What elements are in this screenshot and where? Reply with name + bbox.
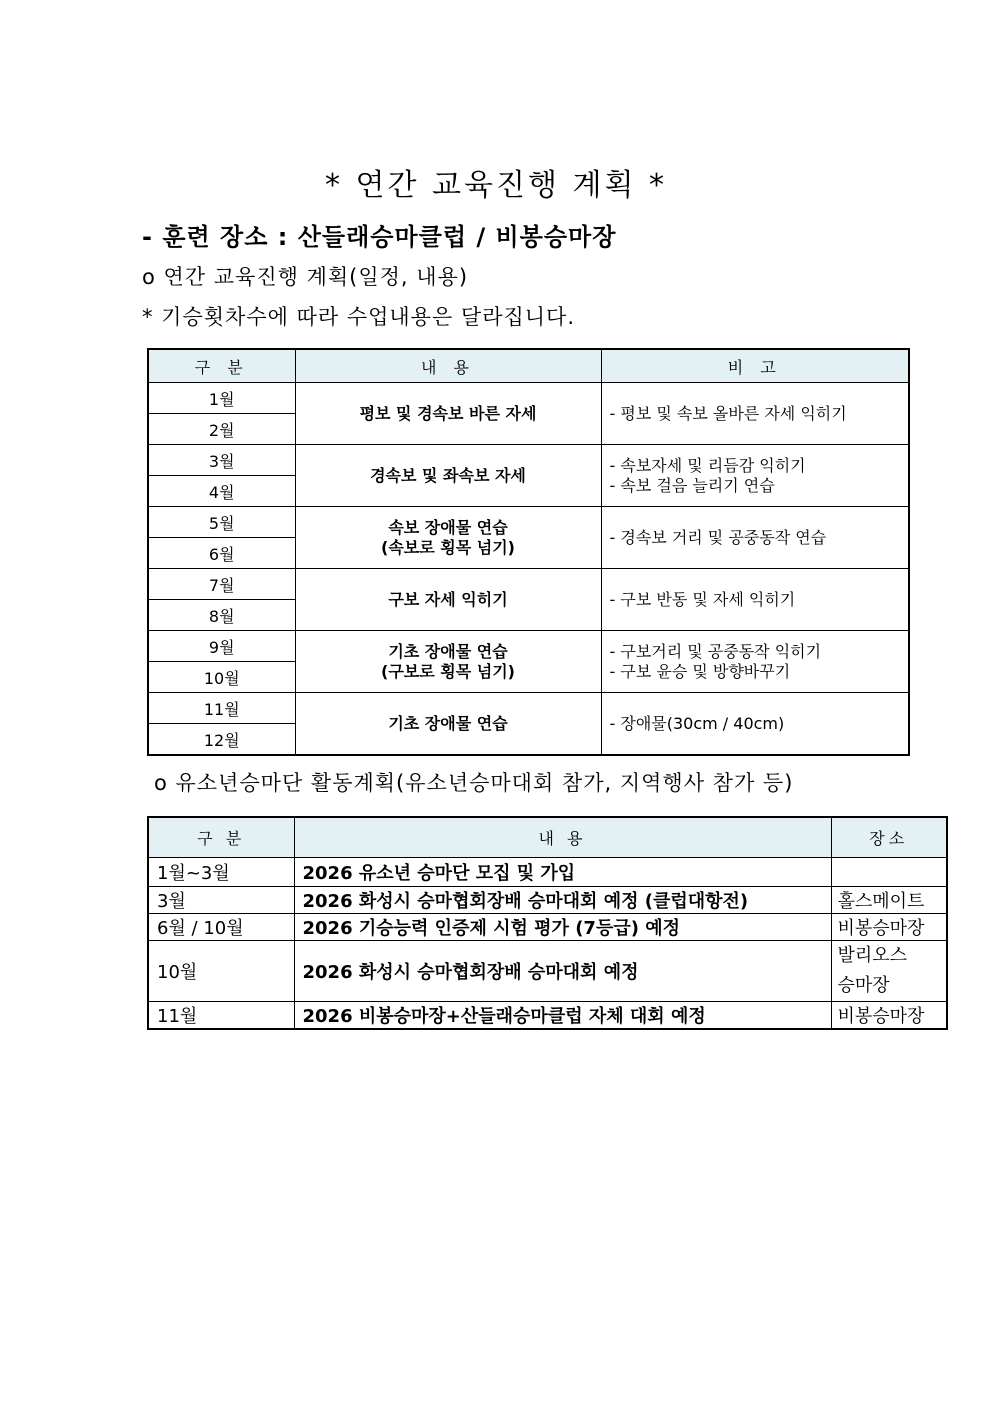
content-line: 기초 장애물 연습 — [388, 713, 508, 733]
month-cell: 8월 — [148, 600, 295, 631]
month-cell: 11월 — [148, 693, 295, 724]
place-cell — [831, 914, 947, 941]
table-row — [148, 887, 947, 914]
table-header-row — [148, 349, 909, 383]
page-title: * 연간 교육진행 계획 * — [325, 168, 667, 203]
remark-cell — [601, 383, 909, 445]
remark-line: - 구보 반동 및 자세 익히기 — [609, 589, 796, 609]
content-cell — [295, 383, 601, 445]
content-cell: 2026 화성시 승마협회장배 승마대회 예정 — [294, 941, 831, 1002]
place-line-2: 승마장 — [837, 975, 890, 996]
content-cell — [295, 569, 601, 631]
month-cell: 4월 — [148, 476, 295, 507]
training-place: - 훈련 장소 : 산들래승마클럽 / 비봉승마장 — [142, 223, 617, 251]
place-cell — [831, 887, 947, 914]
period-cell: 10월 — [148, 941, 294, 1002]
content-cell — [295, 445, 601, 507]
header-place: 장소 — [831, 817, 947, 858]
content-cell: 2026 비봉승마장+산들래승마클럽 자체 대회 예정 — [294, 1002, 831, 1030]
table-header-row — [148, 817, 947, 858]
header-remark: 비 고 — [601, 349, 909, 383]
remark-line: - 평보 및 속보 올바른 자세 익히기 — [609, 403, 847, 423]
place-cell — [831, 1002, 947, 1030]
period-cell: 6월 / 10월 — [148, 914, 294, 941]
remark-line: - 속보자세 및 리듬감 익히기 — [609, 455, 806, 475]
place-line: 발리오스 — [837, 945, 908, 966]
content-cell: 2026 유소년 승마단 모집 및 가입 — [294, 858, 831, 887]
content-cell: 2026 기승능력 인증제 시험 평가 (7등급) 예정 — [294, 914, 831, 941]
month-cell: 12월 — [148, 724, 295, 756]
content-line: 경속보 및 좌속보 자세 — [370, 465, 526, 485]
month-cell: 2월 — [148, 414, 295, 445]
month-cell: 10월 — [148, 662, 295, 693]
content-cell — [295, 631, 601, 693]
table-row — [148, 507, 909, 538]
remark-line-2: - 구보 윤승 및 방향바꾸기 — [609, 661, 791, 681]
remark-line: - 구보거리 및 공중동작 익히기 — [609, 641, 822, 661]
remark-line: - 경속보 거리 및 공중동작 연습 — [609, 527, 827, 547]
plan-heading: o 연간 교육진행 계획(일정, 내용) — [142, 265, 469, 289]
month-cell: 9월 — [148, 631, 295, 662]
remark-cell — [601, 569, 909, 631]
month-cell: 3월 — [148, 445, 295, 476]
content-line-2: (속보로 횡목 넘기) — [381, 537, 515, 557]
activity-heading: o 유소년승마단 활동계획(유소년승마대회 참가, 지역행사 참가 등) — [154, 771, 794, 795]
place-line: 비봉승마장 — [837, 1006, 925, 1027]
table-row — [148, 1002, 947, 1030]
remark-cell — [601, 507, 909, 569]
content-line: 기초 장애물 연습 — [388, 641, 508, 661]
remark-cell — [601, 631, 909, 693]
remark-cell — [601, 445, 909, 507]
plan-note: * 기승횟차수에 따라 수업내용은 달라집니다. — [142, 305, 576, 329]
annual-plan-table — [147, 348, 910, 756]
content-line: 평보 및 경속보 바른 자세 — [359, 403, 537, 423]
month-cell: 6월 — [148, 538, 295, 569]
table-row — [148, 569, 909, 600]
activity-plan-table — [147, 816, 948, 1030]
place-line: 홀스메이트 — [837, 891, 925, 912]
period-cell: 3월 — [148, 887, 294, 914]
table-row — [148, 445, 909, 476]
header-content: 내 용 — [294, 817, 831, 858]
month-cell: 1월 — [148, 383, 295, 414]
content-cell: 2026 화성시 승마협회장배 승마대회 예정 (클럽대항전) — [294, 887, 831, 914]
header-content: 내 용 — [295, 349, 601, 383]
table-row — [148, 693, 909, 724]
table-row — [148, 631, 909, 662]
place-cell — [831, 941, 947, 1002]
remark-cell — [601, 693, 909, 756]
content-cell — [295, 507, 601, 569]
period-cell: 1월~3월 — [148, 858, 294, 887]
table-row — [148, 383, 909, 414]
table-row — [148, 858, 947, 887]
period-cell: 11월 — [148, 1002, 294, 1030]
table-row — [148, 941, 947, 1002]
header-division: 구 분 — [148, 349, 295, 383]
place-cell — [831, 858, 947, 887]
remark-line: - 장애물(30cm / 40cm) — [609, 713, 785, 733]
content-line-2: (구보로 횡목 넘기) — [381, 661, 515, 681]
place-line: 비봉승마장 — [837, 918, 925, 939]
content-line: 속보 장애물 연습 — [388, 517, 508, 537]
header-division: 구 분 — [148, 817, 294, 858]
remark-line-2: - 속보 걸음 늘리기 연습 — [609, 475, 775, 495]
content-line: 구보 자세 익히기 — [388, 589, 508, 609]
month-cell: 5월 — [148, 507, 295, 538]
content-cell — [295, 693, 601, 756]
table-row — [148, 914, 947, 941]
month-cell: 7월 — [148, 569, 295, 600]
